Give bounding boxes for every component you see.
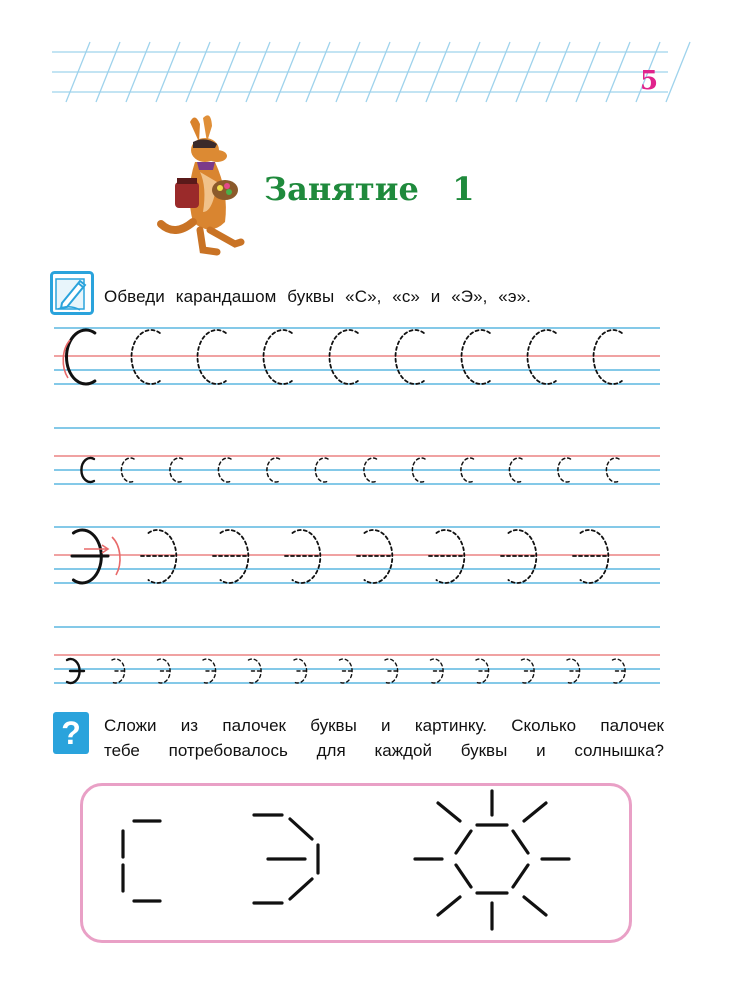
letter-big-s-trace (528, 330, 556, 384)
stick-letter-s (123, 821, 160, 901)
stick-figures (80, 783, 632, 943)
letter-big-s-trace (594, 330, 622, 384)
question-icon: ? (53, 712, 89, 754)
question-line-1: Сложи из палочек буквы и картинку. Сколько палочек (104, 716, 664, 735)
letter-big-s-trace (264, 330, 292, 384)
letter-big-s-trace (462, 330, 490, 384)
letter-big-s-sample (67, 330, 95, 384)
question-text (104, 713, 664, 763)
lesson-title: Занятие 1 (264, 170, 475, 208)
letter-big-s-trace (132, 330, 160, 384)
letter-big-s-trace (330, 330, 358, 384)
letter-big-s-trace (198, 330, 226, 384)
letter-big-s-trace (396, 330, 424, 384)
page-number: 5 (640, 66, 659, 96)
task-instruction: Обведи карандашом буквы «С», «с» и «Э», «э». (104, 287, 531, 306)
stick-letter-e (254, 815, 318, 903)
stick-sun (415, 791, 569, 929)
question-line-2: тебе потребовалось для каждой буквы и солнышка? (104, 741, 664, 760)
